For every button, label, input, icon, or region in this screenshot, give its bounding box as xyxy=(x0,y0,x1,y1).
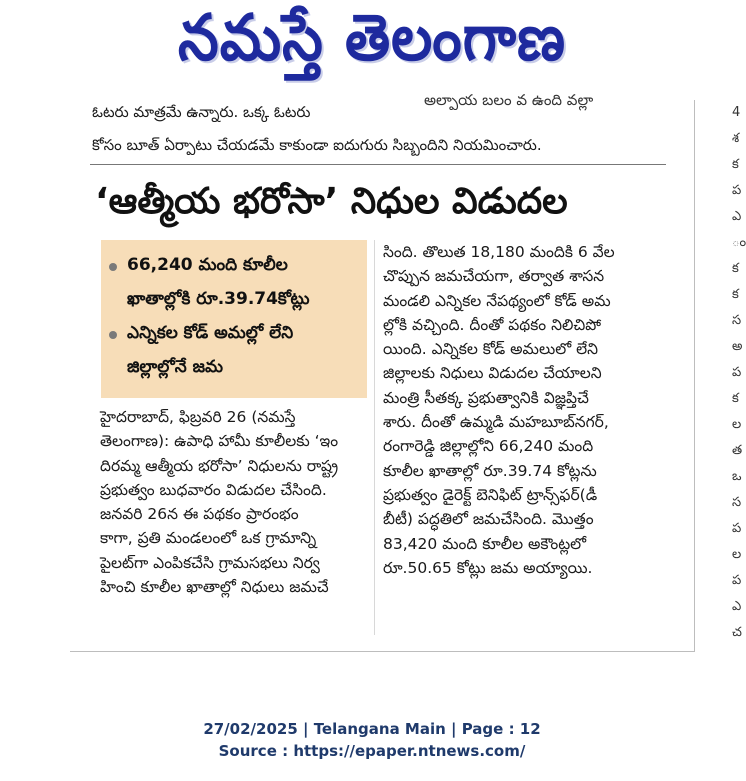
highlight-1-line-2: ఖాతాల్లోకి రూ.39.74కోట్లు xyxy=(127,289,310,309)
footer xyxy=(0,718,744,762)
edge-char: చ xyxy=(732,625,742,640)
previous-article-line-2: కోసం బూత్ ఏర్పాటు చేయడమే కాకుండా ఐదుగురు సిబ్బందిని నియమించారు. xyxy=(92,136,542,154)
body-line: హించి కూలీల ఖాతాల్లో నిధులు జమచే xyxy=(100,578,329,597)
bullet-icon xyxy=(109,331,117,339)
body-line: తెలంగాణ): ఉపాధి హామీ కూలీలకు ‘ఇం xyxy=(100,432,339,451)
edge-char: ప xyxy=(732,573,742,588)
article-headline: ‘ఆత్మీయ భరోసా’ నిధుల విడుదల xyxy=(95,181,568,222)
bullet-icon xyxy=(109,263,117,271)
edge-char: ప xyxy=(732,183,742,198)
edge-char: ఒ xyxy=(732,469,742,484)
highlight-1-line-1: 66,240 మంది కూలీల xyxy=(127,255,288,275)
edge-char: త xyxy=(732,443,743,458)
highlight-2-line-1: ఎన్నికల కోడ్ అమల్లో లేని xyxy=(127,323,294,343)
edge-char: ఎ xyxy=(732,209,742,224)
body-line: యింది. ఎన్నికల కోడ్ అమలులో లేని xyxy=(383,340,599,359)
edge-char: అ xyxy=(732,339,743,354)
edge-char: 4 xyxy=(732,105,741,120)
article-left-column xyxy=(100,405,368,599)
edge-char: క xyxy=(732,391,739,406)
edge-char: ల xyxy=(732,547,742,562)
body-line: శారు. దీంతో ఉమ్మడి మహబూబ్‌నగర్, xyxy=(383,413,609,432)
edge-char: స xyxy=(732,313,742,328)
masthead xyxy=(0,0,744,90)
footer-source: Source : https://epaper.ntnews.com/ xyxy=(218,742,526,760)
previous-article-line-1: ఓటరు మాత్రమే ఉన్నారు. ఒక్క ఓటరు xyxy=(92,103,311,121)
article-right-column xyxy=(383,240,673,580)
edge-char: క xyxy=(732,287,739,302)
body-line: మంత్రి సీతక్క ప్రభుత్వానికి విజ్ఞప్తిచే xyxy=(383,388,589,407)
body-line: ప్రభుత్వం డైరెక్ట్ బెనిఫిట్ ట్రాన్స్‌ఫర్(డీ xyxy=(383,485,598,504)
edge-char: ఎ xyxy=(732,599,742,614)
edge-char: క xyxy=(732,261,739,276)
body-line: మండలి ఎన్నికల నేపథ్యంలో కోడ్ అమ xyxy=(383,291,611,310)
body-line: కూలీల ఖాతాల్లో రూ.39.74 కోట్లను xyxy=(383,461,597,480)
edge-char: క xyxy=(732,157,739,172)
body-line: జనవరి 26న ఈ పథకం ప్రారంభం xyxy=(100,505,299,524)
body-line: పైలట్‌గా ఎంపికచేసి గ్రామసభలు నిర్వ xyxy=(100,553,320,572)
footer-date-edition: 27/02/2025 | Telangana Main | Page : 12 xyxy=(203,720,541,738)
body-line: ల్లోకి వచ్చింది. దీంతో పథకం నిలిచిపో xyxy=(383,315,601,334)
newspaper-logo: నమస్తే తెలంగాణ xyxy=(178,0,566,75)
body-line: చొప్పున జమచేయగా, తర్వాత శాసన xyxy=(383,267,605,286)
body-line: కాగా, ప్రతి మండలంలో ఒక గ్రామాన్ని xyxy=(100,529,317,548)
edge-char: ల xyxy=(732,417,742,432)
body-line: ప్రభుత్వం బుధవారం విడుదల చేసింది. xyxy=(100,480,327,499)
body-line: హైదరాబాద్, ఫిబ్రవరి 26 (నమస్తే xyxy=(100,408,296,426)
edge-char: ప xyxy=(732,521,742,536)
body-line: 83,420 మంది కూలీల అకౌంట్లలో xyxy=(383,534,587,553)
body-line: బీటీ) పద్ధతిలో జమచేసింది. మొత్తం xyxy=(383,510,594,529)
edge-char: ప xyxy=(732,365,742,380)
body-line: రూ.50.65 కోట్లు జమ అయ్యాయి. xyxy=(383,558,593,577)
edge-char: ం xyxy=(732,235,746,250)
body-line: దిరమ్మ ఆత్మీయ భరోసా’ నిధులను రాష్ట్ర xyxy=(100,456,339,475)
body-line: రంగారెడ్డి జిల్లాల్లోని 66,240 మంది xyxy=(383,437,594,456)
previous-article-cut-line: అల్పాయ బలం వ ఉంది వల్లా xyxy=(424,91,594,109)
edge-char: స xyxy=(732,495,742,510)
section-divider xyxy=(90,164,666,165)
column-divider xyxy=(374,240,375,635)
adjacent-article-edge xyxy=(732,100,744,660)
highlight-2-line-2: జిల్లాల్లోనే జమ xyxy=(127,357,223,377)
article-clipping xyxy=(70,91,695,652)
body-line: జిల్లాలకు నిధులు విడుదల చేయాలని xyxy=(383,364,602,383)
body-line: సింది. తొలుత 18,180 మందికి 6 వేల xyxy=(383,243,615,261)
edge-char: శ xyxy=(732,131,740,146)
highlight-box xyxy=(101,240,367,398)
